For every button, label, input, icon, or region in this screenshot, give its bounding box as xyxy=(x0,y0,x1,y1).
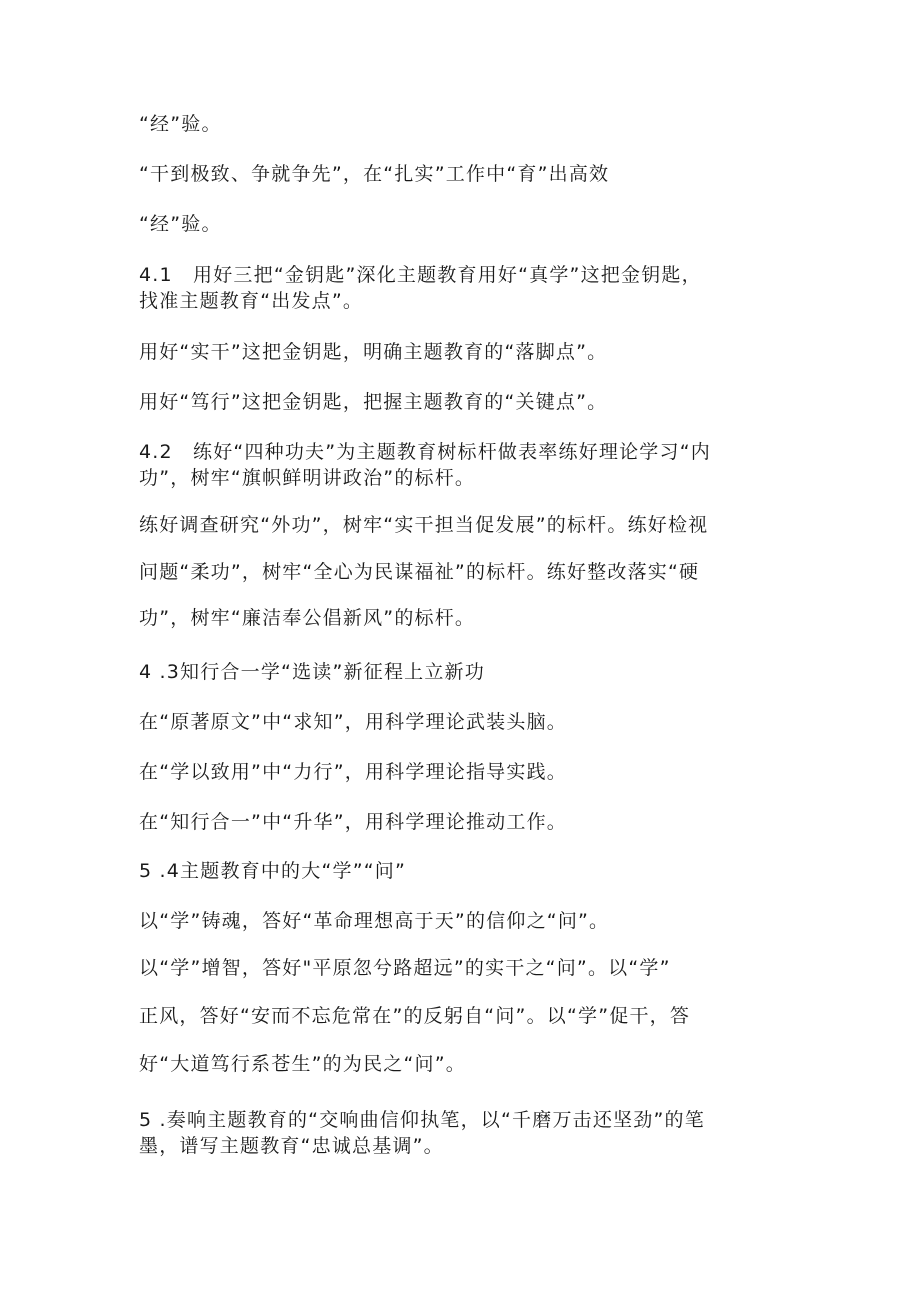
text-line: “干到极致、争就争先”，在“扎实”工作中“育”出高效 xyxy=(139,163,610,185)
text-line: 在“知行合一”中“升华”，用科学理论推动工作。 xyxy=(139,811,567,833)
heading-line: 墨，谱写主题教育“忠诚总基调”。 xyxy=(139,1135,444,1157)
heading-5 xyxy=(139,1107,789,1159)
text-line: “经”验。 xyxy=(139,113,222,135)
text-line: 在“学以致用”中“力行”，用科学理论指导实践。 xyxy=(139,761,567,783)
heading-line: 功”，树牢“旗帜鲜明讲政治”的标杆。 xyxy=(139,467,476,489)
text-line: 好“大道笃行系苍生”的为民之“问”。 xyxy=(139,1053,466,1075)
heading-line: 4.2 练好“四种功夫”为主题教育树标杆做表率练好理论学习“内 xyxy=(139,441,711,463)
text-line: 问题“柔功”，树牢“全心为民谋福祉”的标杆。练好整改落实“硬 xyxy=(139,561,700,583)
heading-line: 4.1 用好三把“金钥匙”深化主题教育用好“真学”这把金钥匙， xyxy=(139,264,702,286)
text-line: 4 .3知行合一学“选读”新征程上立新功 xyxy=(139,661,485,683)
text-line: 5 .4主题教育中的大“学”“问” xyxy=(139,860,407,882)
heading-4-1 xyxy=(139,262,789,314)
text-line: 功”，树牢“廉洁奉公倡新风”的标杆。 xyxy=(139,607,476,629)
text-line: 以“学”铸魂，答好“革命理想高于天”的信仰之“问”。 xyxy=(139,910,610,932)
text-line: 在“原著原文”中“求知”，用科学理论武装头脑。 xyxy=(139,711,567,733)
text-line: 用好“实干”这把金钥匙，明确主题教育的“落脚点”。 xyxy=(139,341,608,363)
heading-line: 找准主题教育“出发点”。 xyxy=(139,290,364,312)
text-line: 练好调查研究“外功”，树牢“实干担当促发展”的标杆。练好检视 xyxy=(139,514,709,536)
text-line: 以“学”增智，答好"平原忽兮路超远”的实干之“问”。以“学” xyxy=(139,957,671,979)
heading-4-2 xyxy=(139,439,789,491)
text-line: 正风，答好“安而不忘危常在”的反躬自“问”。以“学”促干，答 xyxy=(139,1005,691,1027)
text-line: “经”验。 xyxy=(139,213,222,235)
text-line: 用好“笃行”这把金钥匙，把握主题教育的“关键点”。 xyxy=(139,391,608,413)
heading-line: 5 .奏响主题教育的“交响曲信仰执笔，以“千磨万击还坚劲”的笔 xyxy=(139,1109,705,1131)
